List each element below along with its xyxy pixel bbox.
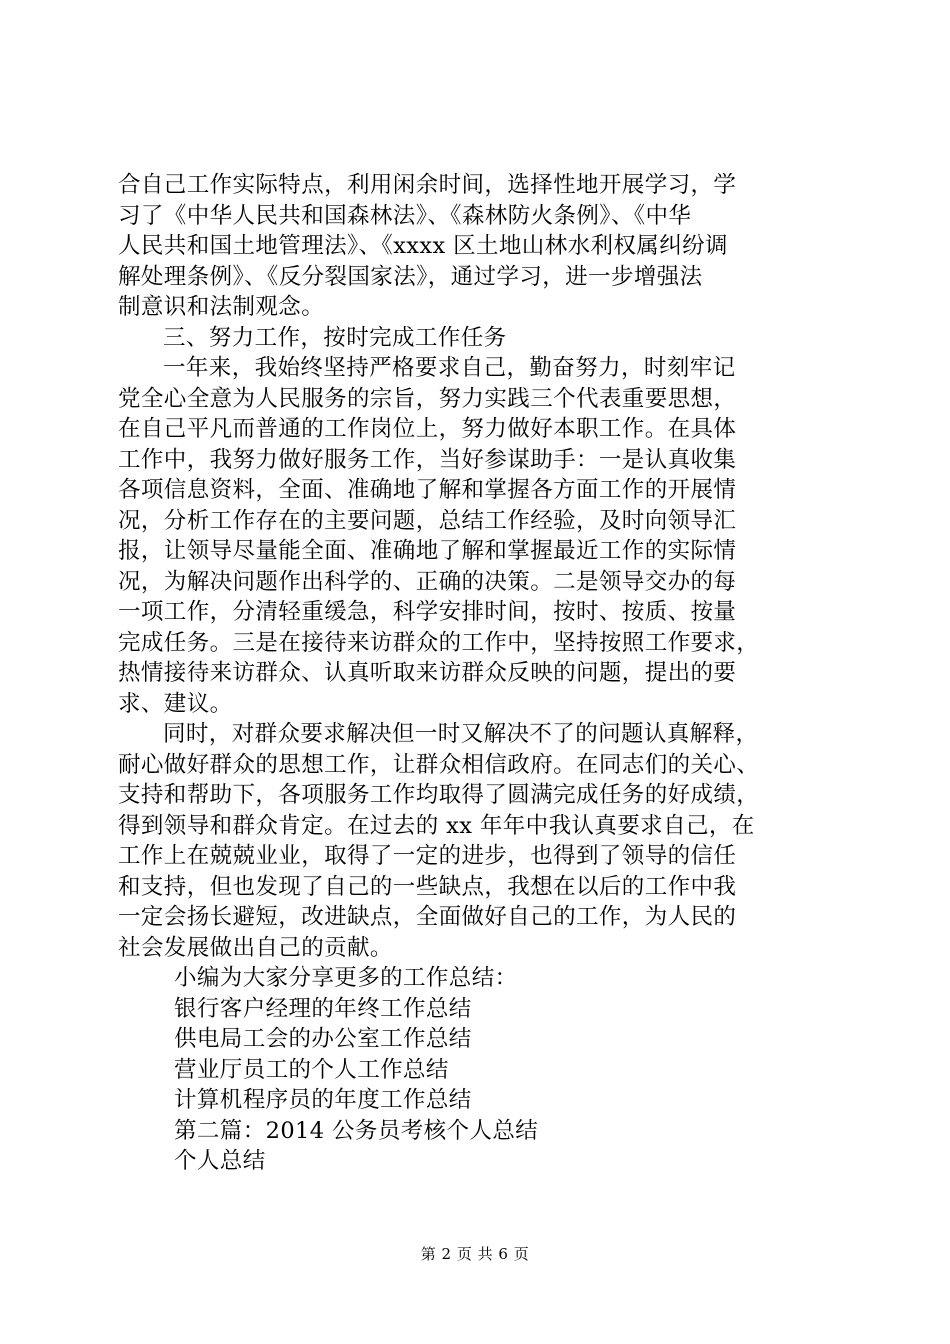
text-line: 报，让领导尽量能全面、准确地了解和掌握最近工作的实际情 [118, 538, 737, 564]
text-line: 耐心做好群众的思想工作，让群众相信政府。在同志们的关心、 [118, 751, 760, 778]
text-line: 支持和帮助下，各项服务工作均取得了圆满完成任务的好成绩， [118, 782, 760, 808]
text-line: 工作上在兢兢业业，取得了一定的进步，也得到了领导的信任 [118, 843, 737, 869]
related-link-programmer[interactable]: 计算机程序员的年度工作总结 [174, 1087, 472, 1113]
text-line: 得到领导和群众肯定。在过去的 xx 年年中我认真要求自己，在 [118, 812, 755, 839]
text-line: 制意识和法制观念。 [118, 294, 325, 320]
text-line: 党全心全意为人民服务的宗旨，努力实践三个代表重要思想， [118, 385, 737, 412]
text-line: 一年来，我始终坚持严格要求自己，勤奋努力，时刻牢记 [163, 355, 736, 381]
text-line: 和支持，但也发现了自己的一些缺点，我想在以后的工作中我 [118, 873, 737, 900]
text-line: 三、努力工作，按时完成工作任务 [163, 324, 507, 351]
text-line: 求、建议。 [118, 690, 233, 717]
text-line: 习了《中华人民共和国森林法》、《森林防火条例》、《中华 [118, 202, 692, 229]
section-heading [118, 323, 838, 354]
paragraph-group [118, 170, 838, 963]
text-line: 一定会扬长避短，改进缺点，全面做好自己的工作，为人民的 [118, 904, 737, 930]
text-line: 各项信息资料，全面、准确地了解和掌握各方面工作的开展情 [118, 477, 737, 503]
text-line: 况，分析工作存在的主要问题，总结工作经验，及时向领导汇 [118, 507, 737, 534]
text-line: 社会发展做出自己的贡献。 [118, 934, 393, 961]
page-number-footer: 第 2 页 共 6 页 [420, 1245, 530, 1263]
next-chapter-title: 第二篇：2014 公务员考核个人总结 [174, 1117, 539, 1144]
text-line: 工作中，我努力做好服务工作，当好参谋助手：一是认真收集 [118, 446, 737, 473]
text-line: 况，为解决问题作出科学的、正确的决策。二是领导交办的每 [118, 568, 737, 595]
document-body [118, 170, 838, 1177]
text-line: 人民共和国土地管理法》、《xxxx 区土地山林水利权属纠纷调 [118, 233, 728, 259]
related-link-power-bureau[interactable]: 供电局工会的办公室工作总结 [174, 1026, 472, 1052]
text-line: 合自己工作实际特点，利用闲余时间，选择性地开展学习，学 [118, 172, 737, 198]
body-paragraph [118, 719, 838, 963]
text-line: 热情接待来访群众、认真听取来访群众反映的问题，提出的要 [118, 660, 737, 686]
text-line: 一项工作，分清轻重缓急，科学安排时间，按时、按质、按量 [118, 599, 737, 625]
next-chapter-subtitle: 个人总结 [174, 1148, 266, 1174]
share-intro-text: 小编为大家分享更多的工作总结： [174, 965, 518, 991]
body-paragraph [118, 353, 838, 719]
related-link-bank-manager[interactable]: 银行客户经理的年终工作总结 [174, 995, 472, 1022]
text-line: 解处理条例》、《反分裂国家法》，通过学习，进一步增强法 [118, 263, 703, 290]
body-paragraph [118, 170, 838, 323]
text-line: 同时，对群众要求解决但一时又解决不了的问题认真解释， [163, 721, 759, 747]
text-line: 在自己平凡而普通的工作岗位上，努力做好本职工作。在具体 [118, 416, 737, 442]
text-line: 完成任务。三是在接待来访群众的工作中，坚持按照工作要求， [118, 629, 760, 656]
related-link-business-hall[interactable]: 营业厅员工的个人工作总结 [174, 1056, 449, 1083]
